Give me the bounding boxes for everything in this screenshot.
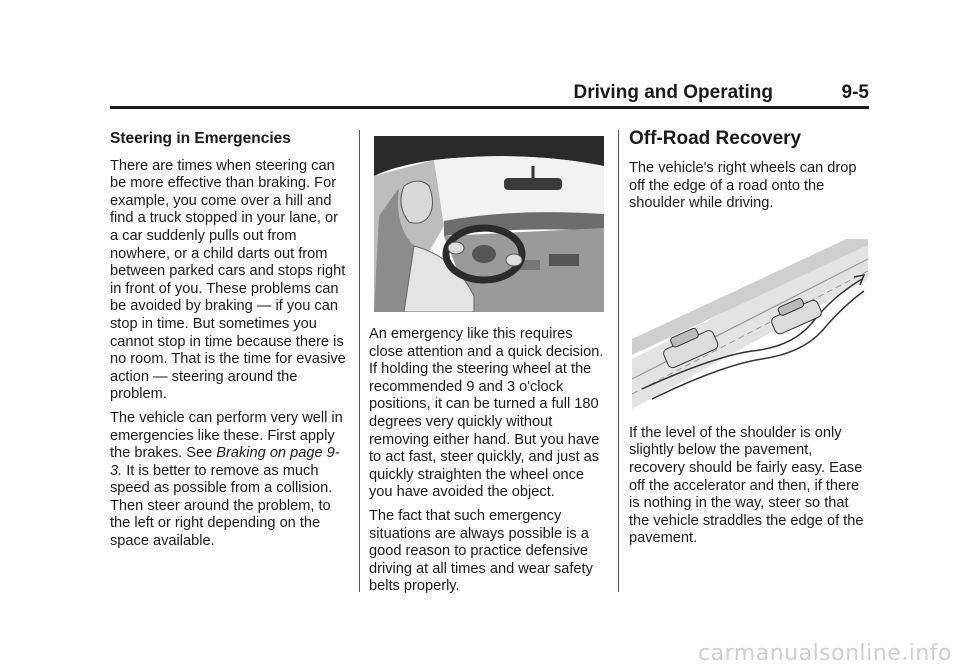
off-road-recovery-illustration (632, 239, 868, 409)
paragraph-text: It is better to remove as much speed as possible from a collision. Then steer around the problem, to the left or right depending on the space available. (110, 462, 333, 550)
section-title: Driving and Operating (573, 82, 773, 103)
column-divider (359, 130, 360, 592)
paragraph (110, 410, 350, 551)
heading-off-road-recovery: Off-Road Recovery (629, 128, 802, 149)
cross-reference-link[interactable]: Braking on page 9-3. (110, 445, 340, 479)
paragraph: The fact that such emergency situations are always possible is a good reason to practice defensive driving at all times and wear safety belts properly. (369, 507, 593, 595)
paragraph: The vehicle's right wheels can drop off the edge of a road onto the shoulder while driving. (629, 160, 857, 212)
page-number: 9-5 (841, 82, 869, 103)
paragraph: An emergency like this requires close attention and a quick decision. If holding the steering wheel at the recommended 9 and 3 o'clock positions, it can be turned a full 180 degrees very quickly without removing either hand. But you have to act fast, steer quickly, and just as quickly straighten the wheel once you have avoided the object. (369, 326, 604, 501)
column-divider (618, 130, 619, 592)
column-2 (369, 130, 609, 602)
paragraph-text: The vehicle can perform very well in emergencies like these. First apply the brakes. See (110, 409, 343, 462)
heading-steering-emergencies: Steering in Emergencies (110, 130, 291, 147)
column-1 (110, 130, 350, 557)
column-3 (629, 130, 869, 554)
page-header (110, 78, 869, 109)
watermark: carmanualsonline.info (698, 641, 952, 666)
driver-steering-illustration (374, 136, 604, 312)
paragraph: If the level of the shoulder is only slightly below the pavement, recovery should be fairly easy. Ease off the accelerator and then, if there is nothing in the way, steer so that the vehicle straddles the edge of the pavement. (629, 424, 864, 547)
paragraph: There are times when steering can be more effective than braking. For example, you come over a hill and find a truck stopped in your lane, or a car suddenly pulls out from nowhere, or a child darts out from between parked cars and stops right in front of you. These problems can be avoided by braking — if you can stop in time. But sometimes you cannot stop in time because there is no room. That is the time for evasive action — steering around the problem. (110, 157, 346, 403)
